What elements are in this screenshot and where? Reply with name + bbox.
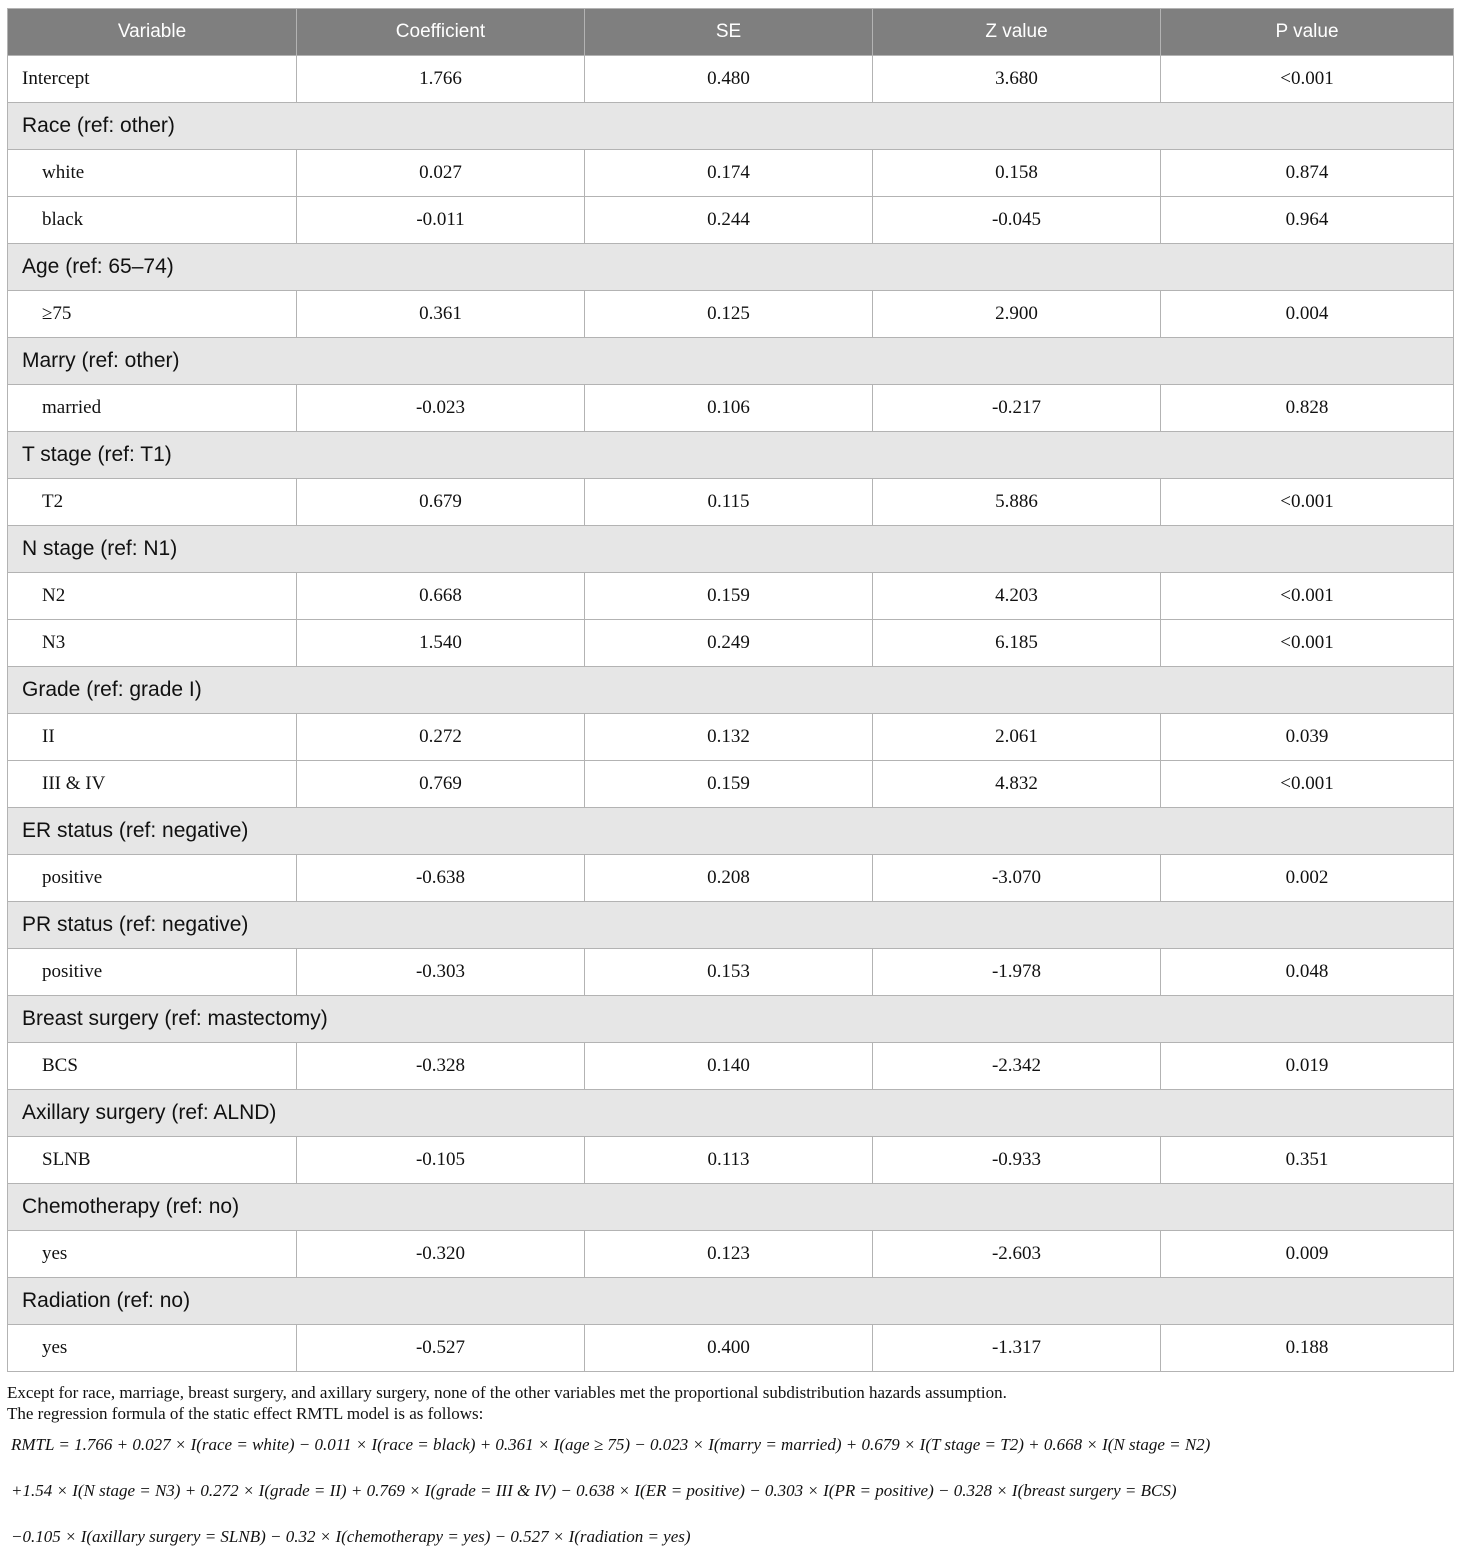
cell-z-value: 4.203 — [873, 573, 1161, 620]
table-row — [8, 761, 1454, 808]
cell-z-value: 5.886 — [873, 479, 1161, 526]
cell-coefficient: -0.105 — [297, 1137, 585, 1184]
cell-z-value: -2.342 — [873, 1043, 1161, 1090]
cell-p-value: 0.009 — [1161, 1231, 1454, 1278]
group-header-row — [8, 1090, 1454, 1137]
group-label: Axillary surgery (ref: ALND) — [8, 1090, 1454, 1137]
cell-variable: N2 — [8, 573, 297, 620]
table-row — [8, 197, 1454, 244]
group-label: N stage (ref: N1) — [8, 526, 1454, 573]
cell-variable: positive — [8, 949, 297, 996]
header-se: SE — [585, 9, 873, 56]
cell-coefficient: -0.320 — [297, 1231, 585, 1278]
cell-p-value: 0.964 — [1161, 197, 1454, 244]
cell-coefficient: 0.769 — [297, 761, 585, 808]
formula-line-3: −0.105 × I(axillary surgery = SLNB) − 0.32 × I(chemotherapy = yes) − 0.527 × I(radiation = yes) — [11, 1527, 691, 1546]
group-label: Radiation (ref: no) — [8, 1278, 1454, 1325]
group-header-row — [8, 526, 1454, 573]
cell-z-value: -0.933 — [873, 1137, 1161, 1184]
cell-variable: positive — [8, 855, 297, 902]
cell-z-value: -0.217 — [873, 385, 1161, 432]
table-row — [8, 1137, 1454, 1184]
group-header-row — [8, 667, 1454, 714]
cell-p-value: 0.019 — [1161, 1043, 1454, 1090]
regression-table — [7, 8, 1454, 1372]
table-row — [8, 291, 1454, 338]
cell-z-value: 4.832 — [873, 761, 1161, 808]
cell-se: 0.123 — [585, 1231, 873, 1278]
group-header-row — [8, 432, 1454, 479]
group-header-row — [8, 103, 1454, 150]
cell-se: 0.113 — [585, 1137, 873, 1184]
cell-variable: black — [8, 197, 297, 244]
cell-p-value: 0.188 — [1161, 1325, 1454, 1372]
table-row — [8, 56, 1454, 103]
header-variable: Variable — [8, 9, 297, 56]
cell-se: 0.132 — [585, 714, 873, 761]
group-label: Chemotherapy (ref: no) — [8, 1184, 1454, 1231]
group-header-row — [8, 1184, 1454, 1231]
table-header-row — [8, 9, 1454, 56]
cell-variable: yes — [8, 1325, 297, 1372]
table-row — [8, 150, 1454, 197]
group-label: Grade (ref: grade I) — [8, 667, 1454, 714]
cell-se: 0.174 — [585, 150, 873, 197]
cell-variable: N3 — [8, 620, 297, 667]
cell-variable: SLNB — [8, 1137, 297, 1184]
table-footnotes — [7, 1382, 1453, 1547]
group-label: PR status (ref: negative) — [8, 902, 1454, 949]
footnote-assumption: Except for race, marriage, breast surgery, and axillary surgery, none of the other variables met the proportional subdistribution hazards assumption. — [7, 1383, 1007, 1402]
cell-coefficient: -0.011 — [297, 197, 585, 244]
table-row — [8, 1325, 1454, 1372]
cell-se: 0.159 — [585, 573, 873, 620]
cell-coefficient: 1.766 — [297, 56, 585, 103]
header-coefficient: Coefficient — [297, 9, 585, 56]
cell-variable: BCS — [8, 1043, 297, 1090]
cell-coefficient: 0.361 — [297, 291, 585, 338]
cell-z-value: -2.603 — [873, 1231, 1161, 1278]
cell-se: 0.208 — [585, 855, 873, 902]
cell-variable: II — [8, 714, 297, 761]
table-body — [8, 56, 1454, 1372]
cell-se: 0.140 — [585, 1043, 873, 1090]
cell-variable: married — [8, 385, 297, 432]
cell-coefficient: -0.023 — [297, 385, 585, 432]
cell-p-value: <0.001 — [1161, 620, 1454, 667]
cell-coefficient: 0.679 — [297, 479, 585, 526]
cell-z-value: 6.185 — [873, 620, 1161, 667]
group-label: Age (ref: 65–74) — [8, 244, 1454, 291]
cell-variable: Intercept — [8, 56, 297, 103]
cell-coefficient: 0.668 — [297, 573, 585, 620]
table-row — [8, 479, 1454, 526]
cell-coefficient: 1.540 — [297, 620, 585, 667]
cell-se: 0.249 — [585, 620, 873, 667]
group-header-row — [8, 1278, 1454, 1325]
cell-z-value: 2.900 — [873, 291, 1161, 338]
footnote-formula-intro: The regression formula of the static effect RMTL model is as follows: — [7, 1404, 484, 1423]
cell-coefficient: -0.328 — [297, 1043, 585, 1090]
cell-variable: ≥75 — [8, 291, 297, 338]
group-label: Breast surgery (ref: mastectomy) — [8, 996, 1454, 1043]
group-header-row — [8, 244, 1454, 291]
cell-coefficient: -0.527 — [297, 1325, 585, 1372]
cell-p-value: 0.351 — [1161, 1137, 1454, 1184]
cell-z-value: -1.317 — [873, 1325, 1161, 1372]
group-label: Marry (ref: other) — [8, 338, 1454, 385]
regression-table-section — [7, 8, 1453, 1547]
table-row — [8, 714, 1454, 761]
table-row — [8, 1231, 1454, 1278]
cell-variable: T2 — [8, 479, 297, 526]
cell-se: 0.153 — [585, 949, 873, 996]
table-row — [8, 1043, 1454, 1090]
cell-coefficient: -0.638 — [297, 855, 585, 902]
cell-p-value: <0.001 — [1161, 479, 1454, 526]
table-row — [8, 855, 1454, 902]
cell-z-value: 0.158 — [873, 150, 1161, 197]
table-row — [8, 573, 1454, 620]
formula-line-2: +1.54 × I(N stage = N3) + 0.272 × I(grade = II) + 0.769 × I(grade = III & IV) − 0.638 × I(ER = positive) − 0.303 × I(PR = positive) − 0.328 × I(breast surgery = BCS) — [11, 1481, 1177, 1500]
table-row — [8, 949, 1454, 996]
header-z-value: Z value — [873, 9, 1161, 56]
group-header-row — [8, 902, 1454, 949]
group-header-row — [8, 808, 1454, 855]
cell-se: 0.400 — [585, 1325, 873, 1372]
cell-p-value: 0.002 — [1161, 855, 1454, 902]
cell-se: 0.480 — [585, 56, 873, 103]
group-label: Race (ref: other) — [8, 103, 1454, 150]
cell-variable: III & IV — [8, 761, 297, 808]
formula-line-1: RMTL = 1.766 + 0.027 × I(race = white) − 0.011 × I(race = black) + 0.361 × I(age ≥ 75) − 0.023 × I(marry = married) + 0.679 × I(T stage = T2) + 0.668 × I(N stage = N2) — [11, 1435, 1211, 1454]
cell-se: 0.244 — [585, 197, 873, 244]
cell-se: 0.115 — [585, 479, 873, 526]
header-p-value: P value — [1161, 9, 1454, 56]
cell-se: 0.159 — [585, 761, 873, 808]
cell-variable: white — [8, 150, 297, 197]
cell-p-value: <0.001 — [1161, 56, 1454, 103]
cell-z-value: -1.978 — [873, 949, 1161, 996]
group-label: T stage (ref: T1) — [8, 432, 1454, 479]
cell-z-value: -0.045 — [873, 197, 1161, 244]
group-header-row — [8, 338, 1454, 385]
cell-p-value: 0.004 — [1161, 291, 1454, 338]
cell-p-value: <0.001 — [1161, 761, 1454, 808]
table-row — [8, 620, 1454, 667]
cell-z-value: 2.061 — [873, 714, 1161, 761]
cell-se: 0.106 — [585, 385, 873, 432]
group-label: ER status (ref: negative) — [8, 808, 1454, 855]
cell-se: 0.125 — [585, 291, 873, 338]
table-row — [8, 385, 1454, 432]
cell-coefficient: 0.272 — [297, 714, 585, 761]
cell-coefficient: -0.303 — [297, 949, 585, 996]
cell-z-value: -3.070 — [873, 855, 1161, 902]
cell-coefficient: 0.027 — [297, 150, 585, 197]
cell-variable: yes — [8, 1231, 297, 1278]
cell-p-value: 0.048 — [1161, 949, 1454, 996]
cell-p-value: <0.001 — [1161, 573, 1454, 620]
cell-p-value: 0.039 — [1161, 714, 1454, 761]
cell-p-value: 0.828 — [1161, 385, 1454, 432]
cell-z-value: 3.680 — [873, 56, 1161, 103]
group-header-row — [8, 996, 1454, 1043]
cell-p-value: 0.874 — [1161, 150, 1454, 197]
